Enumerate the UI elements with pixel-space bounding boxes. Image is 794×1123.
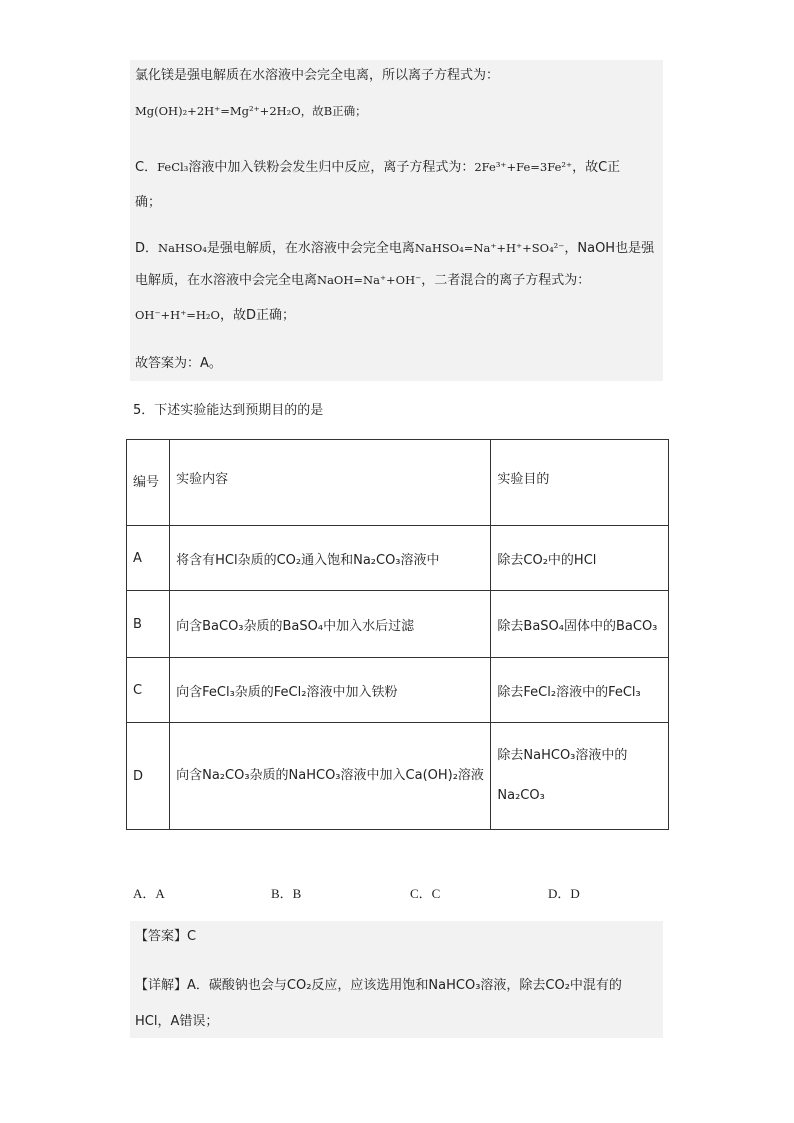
prev-c-line2: 确； — [135, 195, 162, 210]
prev-d-label: D． — [135, 241, 159, 256]
prev-d-net-equation: OH⁻+H⁺=H₂O — [135, 308, 220, 322]
row-purpose: 除去CO₂中的HCl — [491, 526, 669, 591]
row-id: D — [127, 723, 170, 830]
prev-c-label: C． — [135, 160, 158, 175]
row-purpose: 除去BaSO₄固体中的BaCO₃ — [491, 591, 669, 658]
prev-d-text4: ，二者混合的离子方程式为： — [421, 273, 591, 288]
solution-detail-line2: HCl，A错误； — [135, 1014, 219, 1029]
prev-answer: 故答案为：A。 — [135, 356, 222, 371]
row-content: 向含FeCl₃杂质的FeCl₂溶液中加入铁粉 — [170, 658, 491, 723]
prev-d-formula-nahso4: NaHSO₄ — [158, 241, 207, 255]
question-stem: 5．下述实验能达到预期目的的是 — [133, 403, 324, 418]
prev-c-text: 溶液中加入铁粉会发生归中反应，离子方程式为： — [188, 160, 475, 175]
prev-b-line1: 氯化镁是强电解质在水溶液中会完全电离，所以离子方程式为： — [135, 68, 500, 83]
prev-d-conclusion: ，故D正确； — [219, 308, 295, 323]
prev-c-line1 — [135, 157, 620, 178]
prev-d-line3 — [135, 305, 295, 326]
option-b[interactable]: B．B — [271, 886, 302, 901]
table-row — [127, 723, 669, 830]
prev-d-line2 — [135, 270, 590, 291]
solution-answer: 【答案】C — [135, 929, 197, 944]
table-row — [127, 526, 669, 591]
prev-b-line2: Mg(OH)₂+2H⁺=Mg²⁺+2H₂O，故B正确； — [135, 104, 367, 118]
option-c[interactable]: C．C — [410, 886, 441, 901]
prev-d-text3: 电解质，在水溶液中会完全电离 — [135, 273, 318, 288]
prev-d-text2: ，NaOH也是强 — [564, 241, 655, 256]
prev-c-conclusion: ，故C正 — [572, 160, 621, 175]
row-id: C — [127, 658, 170, 723]
row-id: A — [127, 526, 170, 591]
row-content: 将含有HCl杂质的CO₂通入饱和Na₂CO₃溶液中 — [170, 526, 491, 591]
row-id: B — [127, 591, 170, 658]
table-header-row — [127, 440, 669, 526]
header-content: 实验内容 — [170, 440, 491, 526]
row-purpose: 除去NaHCO₃溶液中的Na₂CO₃ — [491, 723, 669, 830]
table-row — [127, 658, 669, 723]
option-a[interactable]: A．A — [133, 886, 165, 901]
prev-d-equation: NaHSO₄=Na⁺+H⁺+SO₄²⁻ — [414, 241, 565, 255]
row-purpose: 除去FeCl₂溶液中的FeCl₃ — [491, 658, 669, 723]
row-content: 向含Na₂CO₃杂质的NaHCO₃溶液中加入Ca(OH)₂溶液 — [170, 723, 491, 830]
prev-d-line1 — [135, 238, 654, 259]
header-number: 编号 — [127, 440, 170, 526]
option-d[interactable]: D．D — [548, 886, 580, 901]
header-purpose: 实验目的 — [491, 440, 669, 526]
prev-d-text: 是强电解质，在水溶液中会完全电离 — [206, 241, 415, 256]
row-content: 向含BaCO₃杂质的BaSO₄中加入水后过滤 — [170, 591, 491, 658]
prev-c-equation: 2Fe³⁺+Fe=3Fe²⁺ — [474, 160, 573, 174]
prev-c-formula-fecl3: FeCl₃ — [157, 160, 189, 174]
prev-d-naoh-equation: NaOH=Na⁺+OH⁻ — [317, 273, 422, 287]
experiment-table — [126, 439, 669, 830]
table-row — [127, 591, 669, 658]
solution-detail-line1: 【详解】A．碳酸钠也会与CO₂反应，应该选用饱和NaHCO₃溶液，除去CO₂中混有的 — [135, 978, 622, 993]
